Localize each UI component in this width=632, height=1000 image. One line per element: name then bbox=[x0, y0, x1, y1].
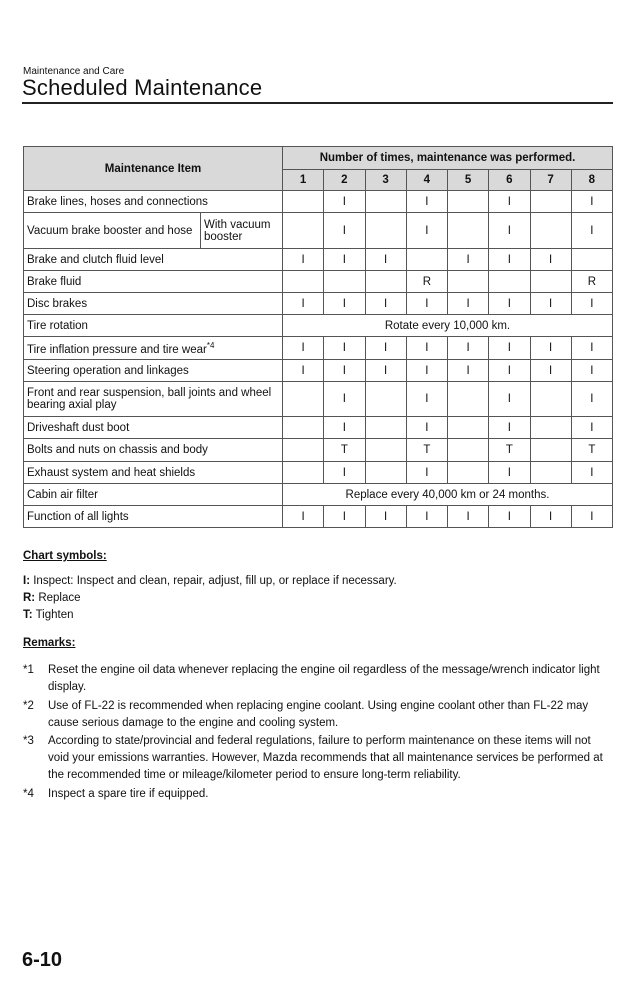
item-label: Steering operation and linkages bbox=[27, 364, 189, 377]
interval-header: 4 bbox=[406, 170, 447, 191]
interval-cell bbox=[489, 271, 530, 293]
interval-cell bbox=[283, 191, 324, 213]
interval-cell bbox=[448, 213, 489, 249]
interval-cell bbox=[530, 462, 571, 484]
interval-cell: I bbox=[489, 417, 530, 439]
table-row bbox=[24, 484, 613, 506]
interval-cell bbox=[283, 213, 324, 249]
interval-cell: R bbox=[406, 271, 447, 293]
interval-cell: I bbox=[324, 417, 365, 439]
item-sub-condition: With vacuum booster bbox=[201, 213, 283, 249]
interval-cell bbox=[365, 213, 406, 249]
interval-cell: I bbox=[448, 506, 489, 528]
interval-cell: I bbox=[324, 382, 365, 417]
interval-cell bbox=[448, 439, 489, 462]
item-label: Disc brakes bbox=[27, 297, 88, 310]
interval-span-cell: Replace every 40,000 km or 24 months. bbox=[283, 484, 613, 506]
remark-text: Reset the engine oil data whenever replacing the engine oil regardless of the message/wrench indicator light display. bbox=[48, 664, 600, 693]
interval-cell: I bbox=[406, 462, 447, 484]
interval-cell: I bbox=[571, 337, 612, 360]
interval-cell bbox=[448, 462, 489, 484]
interval-cell: I bbox=[324, 462, 365, 484]
interval-cell bbox=[365, 462, 406, 484]
symbol-key: I: bbox=[23, 575, 31, 587]
remark-text: Inspect a spare tire if equipped. bbox=[48, 788, 209, 800]
interval-cell bbox=[283, 462, 324, 484]
item-header: Maintenance Item bbox=[24, 147, 283, 191]
remark-text: Use of FL-22 is recommended when replacing engine coolant. Using engine coolant other than FL-22 may cause serious damage to the engine and cooling system. bbox=[48, 700, 589, 729]
interval-cell bbox=[448, 271, 489, 293]
interval-cell: I bbox=[530, 293, 571, 315]
item-label: Bolts and nuts on chassis and body bbox=[27, 444, 208, 456]
remark-item bbox=[23, 733, 613, 784]
item-name bbox=[24, 484, 283, 506]
interval-cell: T bbox=[406, 439, 447, 462]
interval-cell: I bbox=[530, 337, 571, 360]
table-row bbox=[24, 191, 613, 213]
interval-cell: I bbox=[283, 337, 324, 360]
symbol-description: Inspect: Inspect and clean, repair, adjust, fill up, or replace if necessary. bbox=[30, 575, 397, 587]
table-row bbox=[24, 439, 613, 462]
interval-cell: I bbox=[448, 249, 489, 271]
item-name: Vacuum brake booster and hose bbox=[24, 213, 201, 249]
table-row bbox=[24, 293, 613, 315]
interval-header: 3 bbox=[365, 170, 406, 191]
item-label: Brake and clutch fluid level bbox=[27, 253, 164, 266]
item-name bbox=[24, 439, 283, 462]
remark-item bbox=[23, 786, 613, 803]
interval-cell: I bbox=[530, 506, 571, 528]
interval-cell: I bbox=[283, 293, 324, 315]
interval-cell: I bbox=[489, 293, 530, 315]
interval-cell: I bbox=[324, 360, 365, 382]
interval-cell: R bbox=[571, 271, 612, 293]
interval-cell bbox=[365, 439, 406, 462]
item-label: Driveshaft dust boot bbox=[27, 421, 130, 434]
interval-cell: I bbox=[324, 506, 365, 528]
item-name bbox=[24, 337, 283, 360]
table-row bbox=[24, 337, 613, 360]
symbol-description: Tighten bbox=[32, 609, 74, 621]
interval-cell: I bbox=[324, 213, 365, 249]
interval-cell bbox=[283, 382, 324, 417]
interval-cell: I bbox=[324, 191, 365, 213]
remark-text: According to state/provincial and federal regulations, failure to perform maintenance on these items will not void your emissions warranties. However, Mazda recommends that all maintenance services be performed at the recommended time or mileage/kilometer period to ensure long-term reliability. bbox=[48, 735, 603, 781]
item-label: Front and rear suspension, ball joints and wheel bearing axial play bbox=[27, 387, 272, 411]
interval-cell: I bbox=[406, 417, 447, 439]
interval-cell: I bbox=[571, 417, 612, 439]
item-name bbox=[24, 382, 283, 417]
interval-cell bbox=[530, 439, 571, 462]
interval-cell: I bbox=[406, 293, 447, 315]
interval-cell bbox=[365, 191, 406, 213]
symbol-item bbox=[23, 592, 81, 604]
remark-item bbox=[23, 698, 613, 732]
interval-cell bbox=[530, 382, 571, 417]
interval-cell bbox=[448, 417, 489, 439]
interval-cell bbox=[530, 213, 571, 249]
interval-cell: I bbox=[365, 249, 406, 271]
remarks-heading: Remarks: bbox=[23, 637, 76, 649]
interval-cell: I bbox=[406, 213, 447, 249]
item-label: Tire rotation bbox=[27, 319, 88, 332]
chart-symbols-heading: Chart symbols: bbox=[23, 550, 107, 562]
interval-cell bbox=[530, 191, 571, 213]
interval-cell: T bbox=[571, 439, 612, 462]
table-row bbox=[24, 462, 613, 484]
interval-cell: I bbox=[489, 462, 530, 484]
interval-cell bbox=[283, 271, 324, 293]
item-name bbox=[24, 417, 283, 439]
interval-cell: I bbox=[365, 293, 406, 315]
interval-cell: I bbox=[489, 382, 530, 417]
interval-cell: I bbox=[489, 249, 530, 271]
interval-cell bbox=[571, 249, 612, 271]
interval-cell: I bbox=[489, 191, 530, 213]
interval-cell: I bbox=[571, 506, 612, 528]
interval-cell: I bbox=[406, 191, 447, 213]
interval-cell: I bbox=[448, 337, 489, 360]
interval-cell bbox=[365, 382, 406, 417]
item-name bbox=[24, 293, 283, 315]
item-name bbox=[24, 506, 283, 528]
item-label: Exhaust system and heat shields bbox=[27, 466, 196, 479]
page-title: Scheduled Maintenance bbox=[22, 75, 263, 100]
interval-cell: I bbox=[283, 249, 324, 271]
interval-cell bbox=[324, 271, 365, 293]
interval-cell: I bbox=[365, 506, 406, 528]
interval-header: 7 bbox=[530, 170, 571, 191]
remark-mark: *1 bbox=[23, 664, 34, 676]
item-name bbox=[24, 191, 283, 213]
interval-cell: I bbox=[406, 382, 447, 417]
symbol-item bbox=[23, 575, 397, 587]
item-label: Brake lines, hoses and connections bbox=[27, 195, 208, 208]
interval-cell: I bbox=[448, 360, 489, 382]
interval-header: 5 bbox=[448, 170, 489, 191]
item-name bbox=[24, 271, 283, 293]
remark-mark: *4 bbox=[23, 788, 34, 800]
item-name bbox=[24, 360, 283, 382]
page-number: 6-10 bbox=[22, 949, 63, 971]
interval-cell: I bbox=[530, 249, 571, 271]
interval-cell: I bbox=[324, 337, 365, 360]
interval-cell: I bbox=[283, 360, 324, 382]
maintenance-table bbox=[23, 146, 613, 528]
interval-cell: I bbox=[571, 293, 612, 315]
count-header: Number of times, maintenance was performed. bbox=[283, 147, 613, 170]
table-row bbox=[24, 315, 613, 337]
interval-cell bbox=[448, 191, 489, 213]
interval-cell: I bbox=[406, 360, 447, 382]
interval-cell: I bbox=[489, 337, 530, 360]
interval-cell: I bbox=[406, 337, 447, 360]
item-name bbox=[24, 315, 283, 337]
item-label: Cabin air filter bbox=[27, 488, 98, 501]
interval-cell: T bbox=[324, 439, 365, 462]
table-row bbox=[24, 249, 613, 271]
table-row bbox=[24, 271, 613, 293]
interval-header: 2 bbox=[324, 170, 365, 191]
interval-cell bbox=[448, 382, 489, 417]
symbol-key: T: bbox=[23, 609, 33, 621]
item-label: Function of all lights bbox=[27, 510, 129, 523]
interval-cell: I bbox=[489, 213, 530, 249]
interval-cell: I bbox=[571, 191, 612, 213]
interval-cell: I bbox=[448, 293, 489, 315]
table-row bbox=[24, 417, 613, 439]
remark-mark: *3 bbox=[23, 735, 34, 747]
interval-cell: I bbox=[324, 293, 365, 315]
remark-item bbox=[23, 662, 613, 696]
interval-cell bbox=[406, 249, 447, 271]
interval-cell bbox=[283, 417, 324, 439]
item-label: Brake fluid bbox=[27, 275, 82, 288]
interval-cell: I bbox=[571, 382, 612, 417]
interval-cell bbox=[365, 271, 406, 293]
table-row bbox=[24, 506, 613, 528]
interval-cell: I bbox=[365, 337, 406, 360]
interval-cell: I bbox=[530, 360, 571, 382]
interval-span-cell: Rotate every 10,000 km. bbox=[283, 315, 613, 337]
interval-cell bbox=[530, 417, 571, 439]
item-label: Tire inflation pressure and tire wear bbox=[27, 343, 207, 356]
interval-cell bbox=[530, 271, 571, 293]
interval-cell: T bbox=[489, 439, 530, 462]
table-row bbox=[24, 213, 613, 249]
section-label: Maintenance and Care bbox=[23, 66, 125, 77]
interval-cell: I bbox=[283, 506, 324, 528]
interval-cell: I bbox=[489, 506, 530, 528]
interval-cell: I bbox=[571, 462, 612, 484]
interval-cell: I bbox=[571, 360, 612, 382]
table-row bbox=[24, 382, 613, 417]
symbol-item bbox=[23, 609, 74, 621]
interval-header: 1 bbox=[283, 170, 324, 191]
item-name bbox=[24, 249, 283, 271]
interval-header: 8 bbox=[571, 170, 612, 191]
interval-cell: I bbox=[571, 213, 612, 249]
remark-mark: *2 bbox=[23, 700, 34, 712]
table-row bbox=[24, 360, 613, 382]
item-name bbox=[24, 462, 283, 484]
footnote-ref: *4 bbox=[206, 340, 215, 350]
interval-cell: I bbox=[324, 249, 365, 271]
title-rule bbox=[22, 102, 613, 104]
interval-cell: I bbox=[365, 360, 406, 382]
interval-cell bbox=[283, 439, 324, 462]
interval-header: 6 bbox=[489, 170, 530, 191]
interval-cell bbox=[365, 417, 406, 439]
symbol-description: Replace bbox=[35, 592, 81, 604]
symbol-key: R: bbox=[23, 592, 36, 604]
interval-cell: I bbox=[489, 360, 530, 382]
interval-cell: I bbox=[406, 506, 447, 528]
